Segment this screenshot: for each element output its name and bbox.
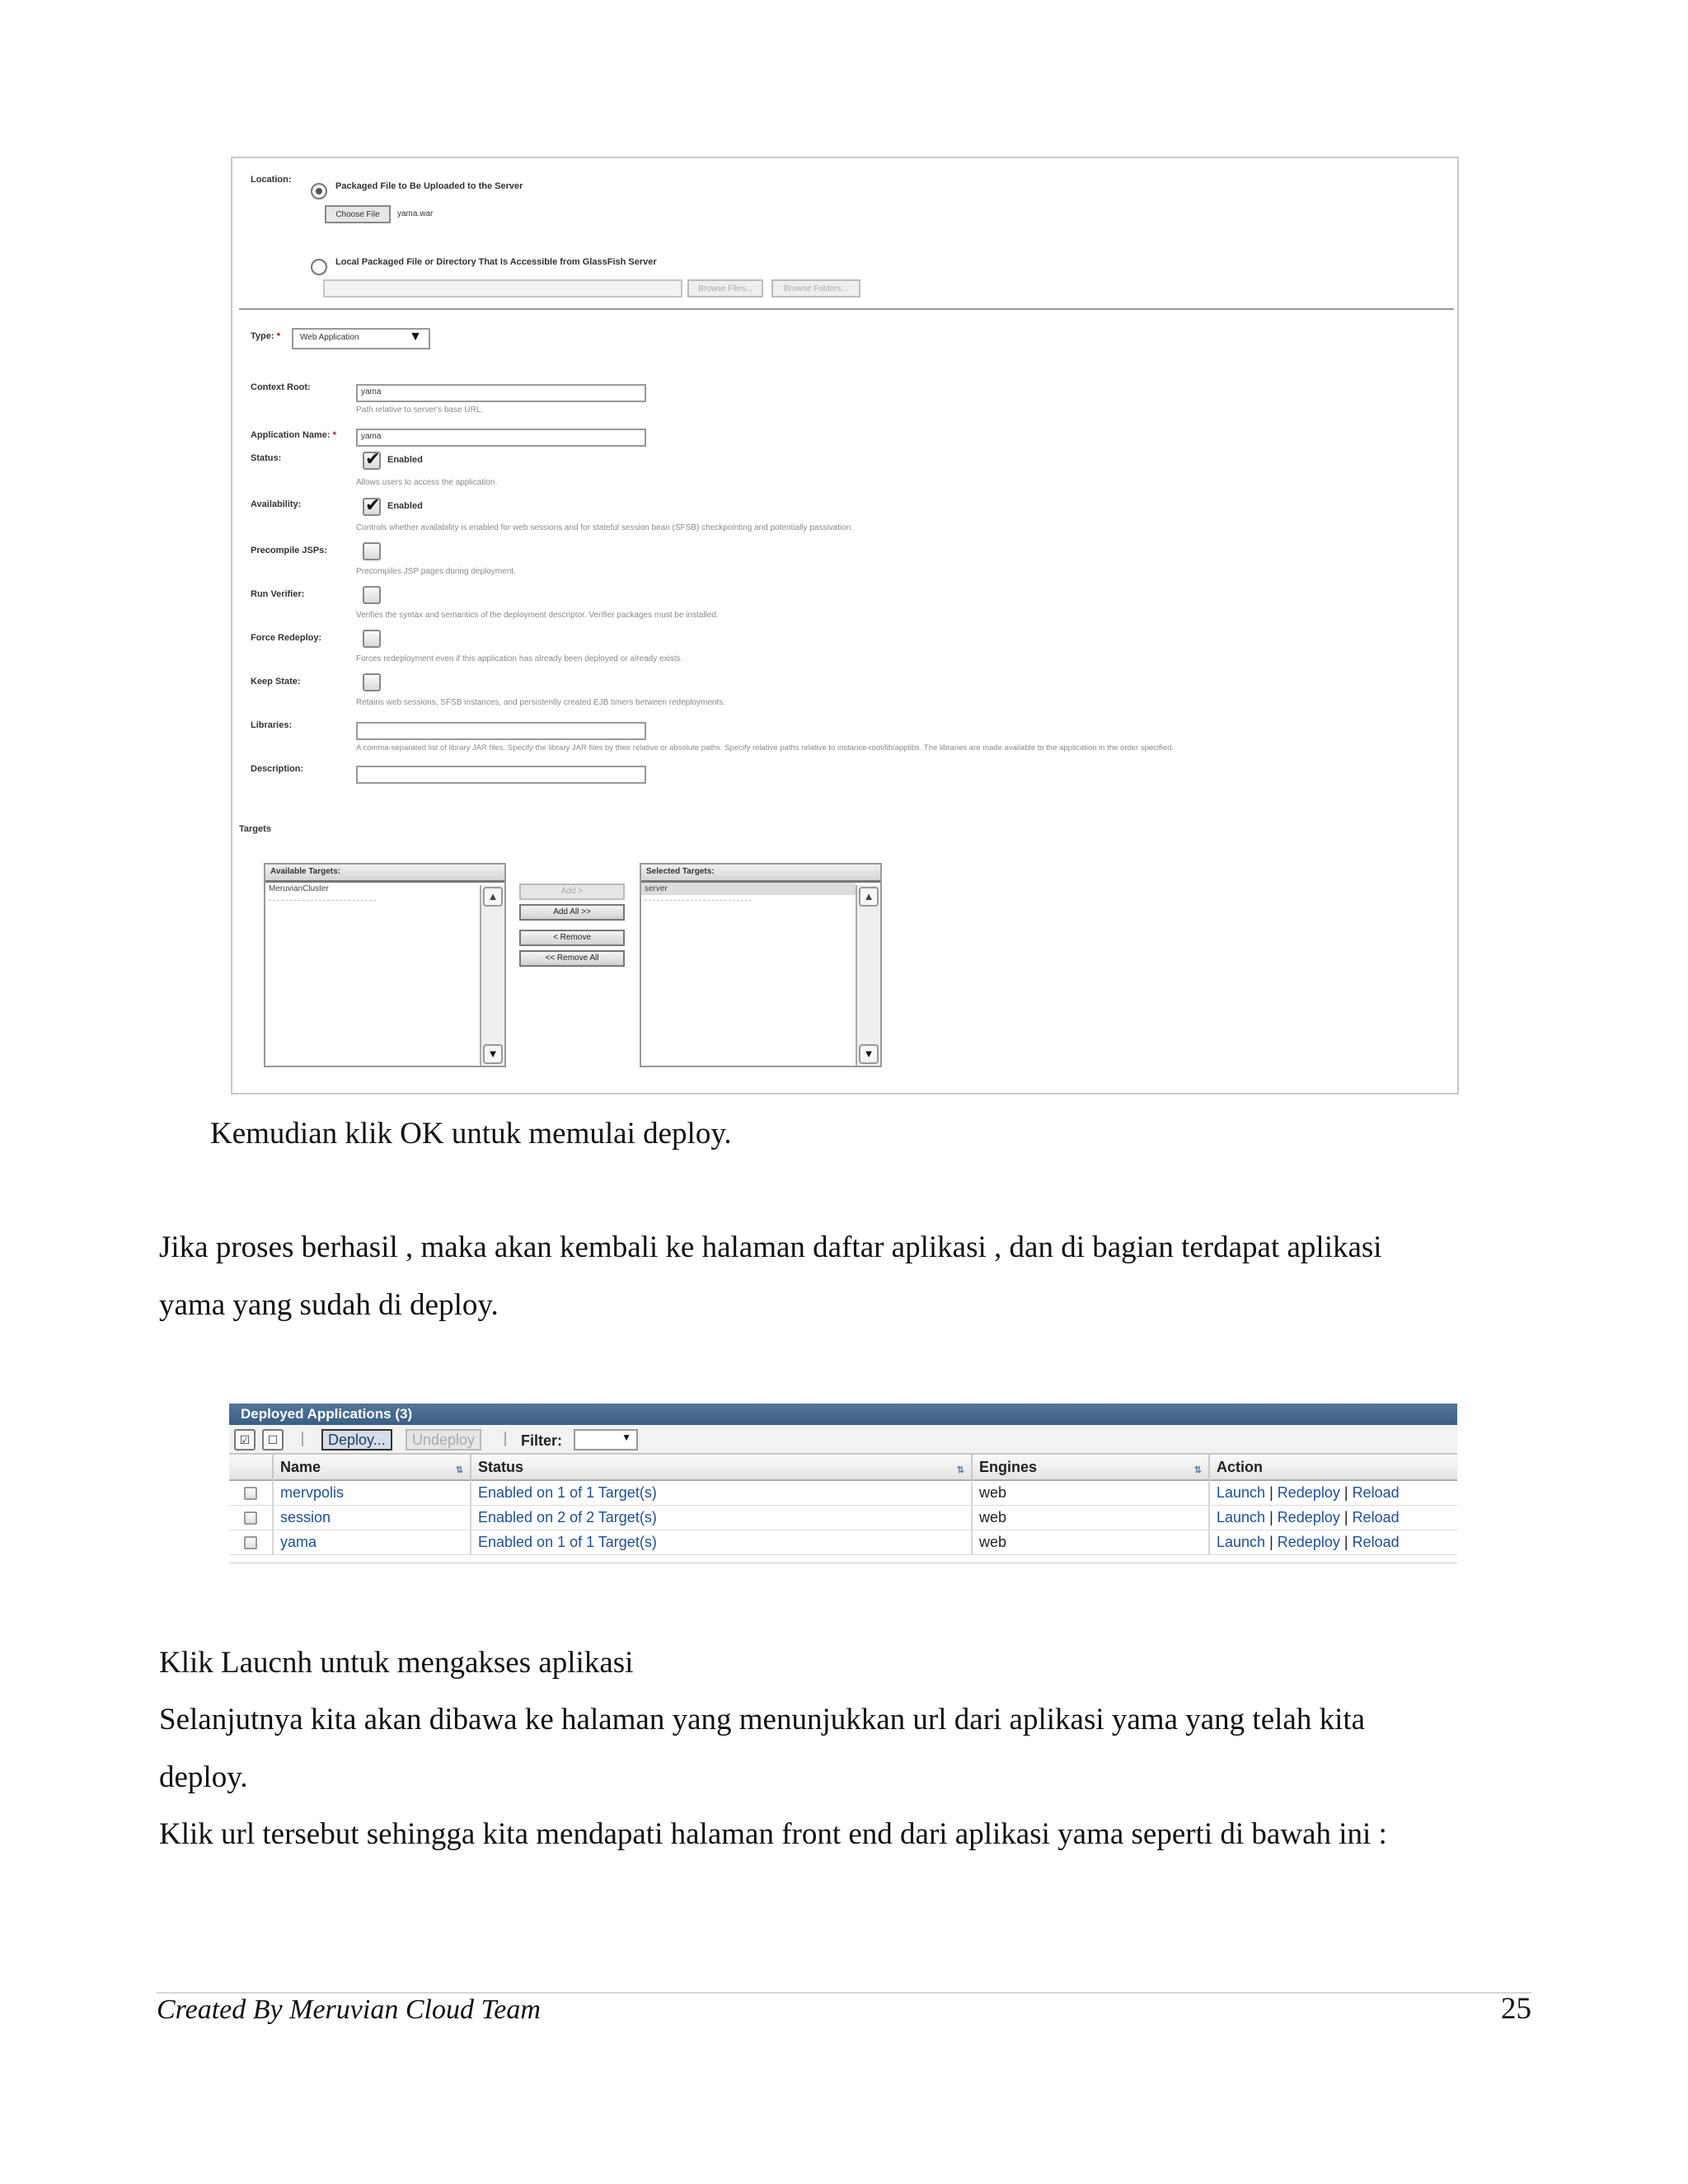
table-title: Deployed Applications (3) — [229, 1404, 1457, 1425]
action-separator: | — [1269, 1509, 1273, 1526]
reload-link[interactable]: Reload — [1352, 1484, 1400, 1501]
browse-files-button[interactable]: Browse Files... — [687, 279, 763, 298]
add-button[interactable]: Add > — [519, 883, 625, 900]
section-divider — [239, 308, 1454, 310]
list-item[interactable]: server — [641, 883, 856, 895]
type-select[interactable]: Web Application ▼ — [292, 328, 430, 349]
paragraph-2-line-2: yama yang sudah di deploy. — [159, 1288, 499, 1322]
browse-folders-button[interactable]: Browse Folders... — [771, 279, 860, 298]
checkbox-column-header — [229, 1455, 272, 1481]
paragraph-1: Kemudian klik OK untuk memulai deploy. — [210, 1117, 732, 1151]
chevron-down-icon: ▼ — [621, 1432, 631, 1443]
libraries-field[interactable] — [356, 722, 646, 740]
redeploy-link[interactable]: Redeploy — [1277, 1509, 1340, 1526]
app-status-link[interactable]: Enabled on 1 of 1 Target(s) — [470, 1530, 971, 1555]
chosen-file-name: yama.war — [397, 209, 434, 218]
redeploy-link[interactable]: Redeploy — [1277, 1484, 1340, 1501]
targets-heading: Targets — [239, 824, 271, 834]
list-item[interactable]: MeruvianCluster — [269, 884, 329, 893]
column-header-action: Action — [1208, 1455, 1457, 1481]
local-radio[interactable] — [311, 259, 327, 275]
availability-checkbox[interactable] — [363, 498, 381, 516]
paragraph-4-line-2: deploy. — [159, 1760, 248, 1794]
filter-select[interactable] — [574, 1429, 638, 1451]
row-checkbox[interactable] — [244, 1536, 257, 1549]
table-header — [229, 1455, 1457, 1481]
status-checkbox[interactable] — [363, 452, 381, 470]
upload-option-label: Packaged File to Be Uploaded to the Server — [335, 181, 523, 191]
libraries-label: Libraries: — [251, 720, 293, 730]
app-engines: web — [971, 1506, 1208, 1530]
precompile-checkbox[interactable] — [363, 542, 381, 560]
column-header-name[interactable]: Name ⇅ — [272, 1455, 470, 1481]
status-label: Status: — [251, 453, 282, 463]
force-redeploy-help: Forces redeployment even if this application has already been deployed or already exists. — [356, 654, 683, 663]
remove-button[interactable]: < Remove — [519, 930, 625, 946]
app-actions — [1208, 1481, 1457, 1506]
action-separator: | — [1269, 1484, 1273, 1501]
selected-targets-list[interactable] — [640, 863, 882, 1067]
app-name-link[interactable]: yama — [272, 1530, 470, 1555]
launch-link[interactable]: Launch — [1217, 1534, 1266, 1550]
run-verifier-checkbox[interactable] — [363, 586, 381, 604]
app-name-link[interactable]: mervpolis — [272, 1481, 470, 1506]
keep-state-checkbox[interactable] — [363, 673, 381, 691]
toolbar-separator — [302, 1432, 303, 1446]
run-verifier-label: Run Verifier: — [251, 589, 305, 599]
availability-help: Controls whether availability is enabled for web sessions and for stateful session bean (SFSB) checkpointing and potentially passivation. — [356, 523, 854, 532]
row-checkbox[interactable] — [244, 1487, 257, 1500]
available-targets-list[interactable] — [264, 863, 506, 1067]
deselect-all-icon[interactable]: ☐ — [262, 1429, 284, 1451]
upload-radio[interactable] — [311, 183, 327, 199]
chevron-down-icon: ▼ — [409, 330, 422, 344]
remove-all-button[interactable]: << Remove All — [519, 950, 625, 967]
location-label: Location: — [251, 175, 292, 185]
filter-label: Filter: — [521, 1432, 563, 1449]
paragraph-5: Klik url tersebut sehingga kita mendapati halaman front end dari aplikasi yama seperti di bawah ini : — [159, 1817, 1387, 1851]
choose-file-button[interactable]: Choose File — [325, 205, 391, 223]
paragraph-2-line-1: Jika proses berhasil , maka akan kembali ke halaman daftar aplikasi , dan di bagian terdapat aplikasi — [159, 1230, 1382, 1264]
run-verifier-help: Verifies the syntax and semantics of the deployment descriptor. Verifier packages must be installed. — [356, 611, 719, 620]
available-targets-header: Available Targets: — [265, 865, 504, 883]
paragraph-3: Klik Laucnh untuk mengakses aplikasi — [159, 1646, 634, 1680]
force-redeploy-checkbox[interactable] — [363, 630, 381, 648]
app-status-link[interactable]: Enabled on 2 of 2 Target(s) — [470, 1506, 971, 1530]
local-option-label: Local Packaged File or Directory That Is Accessible from GlassFish Server — [335, 257, 657, 267]
select-all-icon[interactable]: ☑ — [234, 1429, 256, 1451]
type-label: Type: * — [251, 331, 280, 341]
sort-icon[interactable]: ⇅ — [455, 1465, 463, 1475]
table-toolbar — [229, 1425, 1457, 1455]
app-name-label: Application Name: * — [251, 430, 336, 440]
scroll-down-icon[interactable]: ▼ — [483, 1044, 503, 1064]
context-root-help: Path relative to server's base URL. — [356, 405, 484, 415]
context-root-label: Context Root: — [251, 382, 311, 392]
scrollbar[interactable] — [480, 885, 504, 1066]
selected-targets-header: Selected Targets: — [641, 865, 880, 883]
sort-icon[interactable]: ⇅ — [956, 1465, 964, 1475]
description-field[interactable] — [356, 766, 646, 784]
list-divider — [645, 900, 752, 901]
footer-credit: Created By Meruvian Cloud Team — [157, 1994, 541, 2025]
app-status-link[interactable]: Enabled on 1 of 1 Target(s) — [470, 1481, 971, 1506]
reload-link[interactable]: Reload — [1352, 1534, 1400, 1550]
column-header-engines[interactable]: Engines ⇅ — [971, 1455, 1208, 1481]
row-checkbox[interactable] — [244, 1511, 257, 1525]
table-row — [229, 1506, 1457, 1530]
app-actions — [1208, 1530, 1457, 1555]
local-path-field[interactable] — [323, 279, 682, 298]
precompile-help: Precompiles JSP pages during deployment. — [356, 567, 516, 576]
launch-link[interactable]: Launch — [1217, 1484, 1266, 1501]
app-name-field[interactable]: yama — [356, 429, 646, 447]
footer-divider — [157, 1992, 1531, 1994]
scrollbar[interactable] — [856, 885, 880, 1066]
column-header-status[interactable]: Status ⇅ — [470, 1455, 971, 1481]
app-actions — [1208, 1506, 1457, 1530]
keep-state-label: Keep State: — [251, 677, 301, 687]
status-checkbox-label: Enabled — [387, 455, 423, 465]
force-redeploy-label: Force Redeploy: — [251, 633, 322, 643]
paragraph-4-line-1: Selanjutnya kita akan dibawa ke halaman yang menunjukkan url dari aplikasi yama yang telah kita — [159, 1703, 1366, 1736]
action-separator: | — [1343, 1509, 1348, 1526]
keep-state-help: Retains web sessions, SFSB instances, and persistently created EJB timers between redeployments. — [356, 698, 725, 707]
scroll-down-icon[interactable]: ▼ — [859, 1044, 879, 1064]
redeploy-link[interactable]: Redeploy — [1277, 1534, 1340, 1550]
status-help: Allows users to access the application. — [356, 478, 498, 487]
action-separator: | — [1343, 1534, 1348, 1550]
add-all-button[interactable]: Add All >> — [519, 904, 625, 921]
deploy-button[interactable]: Deploy... — [321, 1429, 392, 1451]
app-engines: web — [971, 1481, 1208, 1506]
precompile-label: Precompile JSPs: — [251, 546, 327, 555]
availability-label: Availability: — [251, 499, 302, 509]
deploy-form-screenshot — [231, 157, 1459, 1094]
libraries-help: A comma-separated list of library JAR files. Specify the library JAR files by their relative or absolute paths. Specify relative paths relative to instance-root/lib/applibs. The libraries are made available to the application in the order specified. — [356, 743, 1175, 752]
description-label: Description: — [251, 764, 304, 774]
deployed-apps-screenshot — [229, 1404, 1457, 1563]
app-engines: web — [971, 1530, 1208, 1555]
list-divider — [269, 900, 376, 901]
availability-checkbox-label: Enabled — [387, 501, 423, 511]
scroll-up-icon[interactable]: ▲ — [483, 887, 503, 907]
reload-link[interactable]: Reload — [1352, 1509, 1400, 1526]
table-row — [229, 1530, 1457, 1555]
app-name-link[interactable]: session — [272, 1506, 470, 1530]
table-row — [229, 1481, 1457, 1506]
scroll-up-icon[interactable]: ▲ — [859, 887, 879, 907]
undeploy-button[interactable]: Undeploy — [406, 1429, 481, 1451]
page-number: 25 — [1501, 1992, 1531, 2026]
action-separator: | — [1343, 1484, 1348, 1501]
launch-link[interactable]: Launch — [1217, 1509, 1266, 1526]
context-root-field[interactable]: yama — [356, 384, 646, 402]
sort-icon[interactable]: ⇅ — [1193, 1465, 1202, 1475]
toolbar-separator — [504, 1432, 506, 1446]
action-separator: | — [1269, 1534, 1273, 1550]
